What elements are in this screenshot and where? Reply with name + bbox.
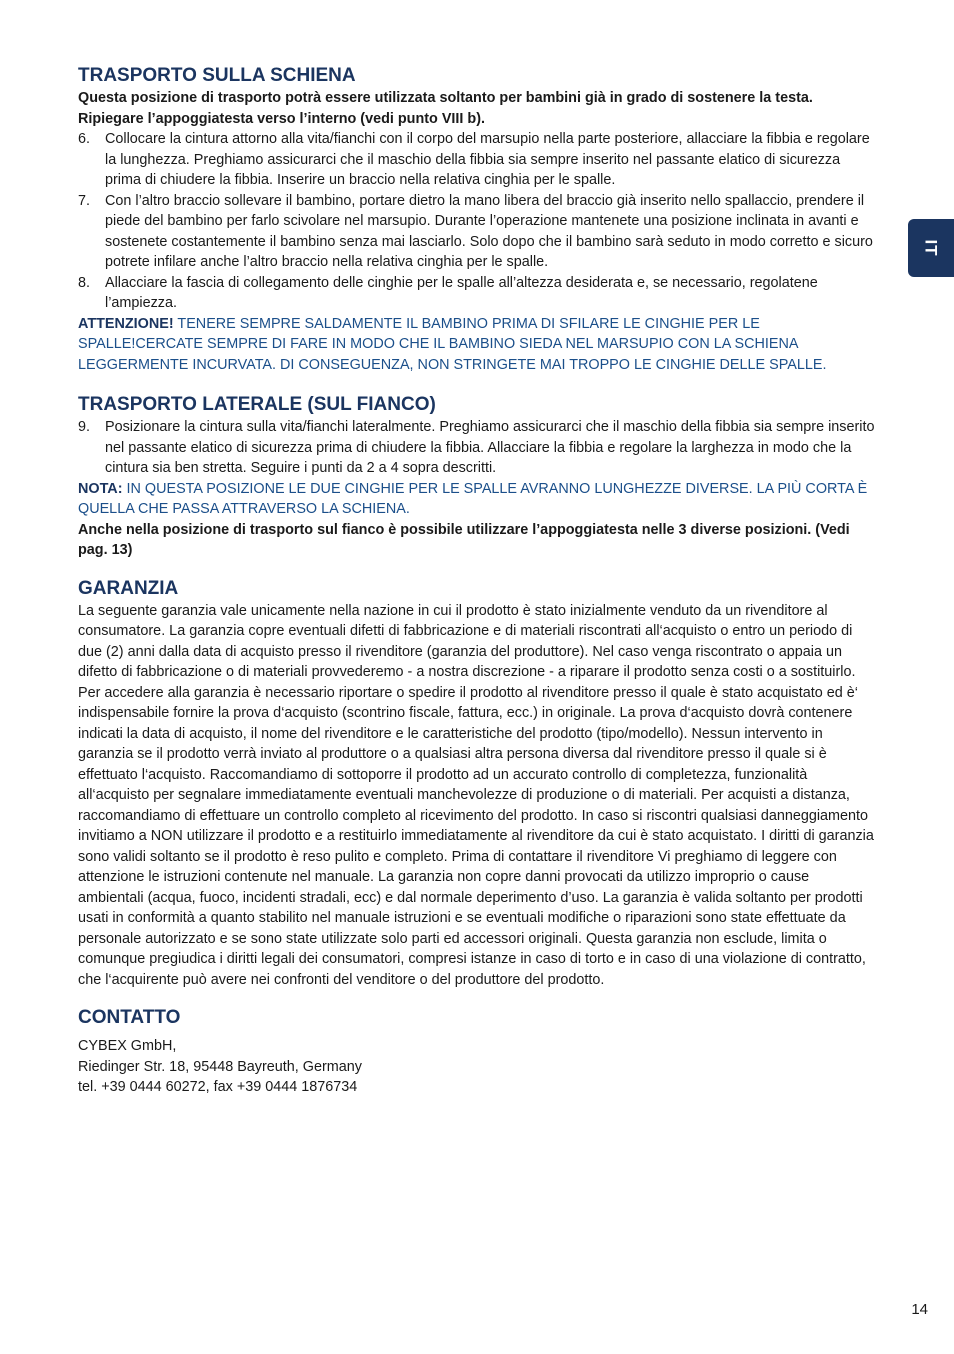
section-title: CONTATTO	[78, 1007, 181, 1028]
list-item	[78, 417, 878, 479]
section-back-carry	[78, 64, 878, 375]
note-text: IN QUESTA POSIZIONE LE DUE CINGHIE PER LE SPALLE AVRANNO LUNGHEZZE DIVERSE. LA PIÙ CORTA È QUELLA CHE PASSA ATTRAVERSO LA SCHIENA.	[78, 480, 868, 517]
list-item-text: Con l’altro braccio sollevare il bambino, portare dietro la mano libera del braccio già inserito nello spallaccio, prendere il piede del bambino per farlo scivolare nel marsupio. Durante l’operazione mantenete una posizione inclinata in avanti e sostenete costantemente il bambino senza mai lasciarlo. Solo dopo che il bambino sarà seduto in modo corretto e sicuro potrete infilare anche l’altro braccio nella relativa cinghia per le spalle.	[105, 192, 873, 270]
page-number: 14	[911, 1301, 928, 1318]
language-tab-label: IT	[921, 239, 941, 257]
instruction-list	[78, 417, 878, 479]
instruction-list	[78, 129, 878, 314]
contact-phone: tel. +39 0444 60272, fax +39 0444 1876734	[78, 1079, 358, 1095]
contact-company: CYBEX GmbH,	[78, 1038, 177, 1054]
page-content	[78, 64, 878, 1098]
warning-lead: ATTENZIONE!	[78, 315, 174, 332]
list-item-number: 7.	[78, 192, 91, 209]
list-item	[78, 273, 878, 314]
list-item-text: Allacciare la fascia di collegamento delle cinghie per le spalle all’altezza desiderata e, se necessario, regolatene l’ampiezza.	[105, 274, 818, 311]
warning-text: TENERE SEMPRE SALDAMENTE IL BAMBINO PRIMA DI SFILARE LE CINGHIE PER LE SPALLE!CERCATE SEMPRE DI FARE IN MODO CHE IL BAMBINO SIEDA NEL MARSUPIO CON LA SCHIENA LEGGERMENTE INCURVATA. DI CONSEGUENZA, NON STRINGETE MAI TROPPO LE CINGHIE DELLE SPALLE.	[78, 315, 827, 373]
list-item-number: 9.	[78, 419, 91, 435]
section-side-carry	[78, 393, 878, 561]
note-lead: NOTA:	[78, 480, 123, 497]
list-item-text: Collocare la cintura attorno alla vita/fianchi con il corpo del marsupio nella parte posteriore, allacciare la fibbia e regolare la lunghezza. Preghiamo assicurarci che il maschio della fibbia sia sempre inserito nel passante elatico di sicurezza prima di chiudere la fibbia. Inserire un braccio nella relativa cinghia per le spalle.	[105, 131, 870, 188]
contact-address: Riedinger Str. 18, 95448 Bayreuth, Germany	[78, 1058, 362, 1075]
warranty-text: La seguente garanzia vale unicamente nella nazione in cui il prodotto è stato inizialmente venduto da un rivenditore al consumatore. La garanzia copre eventuali difetti di fabbricazione e di materiali riscontrati all‘acquisto o entro un periodo di due (2) anni dalla data di acquisto presso il rivenditore (garanzia del produttore). Nel caso venga riscontrato o appaia un difetto di fabbricazione o di materiali provvederemo - a nostra discrezione - a riparare il prodotto senza costi o a sostituirlo. Per accedere alla garanzia è necessario riportare o spedire il prodotto al rivenditore presso il quale è stato acquistato ed è‘ indispensabile fornire la prova d‘acquisto (scontrino fiscale, fattura, ecc.) in originale. La prova d‘acquisto dovrà contenere indicati la data di acquisto, il nome del rivenditore e le caratteristiche del prodotto (tipo/modello). Nessun intervento in garanzia se il prodotto verrà inviato al produttore o a qualsiasi altra persona diversa dal rivenditore presso il quale si è effettuato l‘acquisto. Raccomandiamo di sottoporre il prodotto ad un accurato controllo di completezza, funzionalità all‘acquisto per segnalare immediatamente eventuali manchevolezze di produzione o di materiali. Per acquisti a distanza, raccomandiamo di effettuare un controllo completo al ricevimento del prodotto. In caso si riscontri qualsiasi danneggiamento invitiamo a NON utilizzare il prodotto e a restituirlo immediatamente al rivenditore da cui è stato acquistato. I diritti di garanzia sono validi soltanto se il prodotto è reso pulito e completo. Prima di contattare il rivenditore Vi preghiamo di leggere con attenzione le istruzioni contenute nel manuale. La garanzia non copre danni provocati da utilizzo improprio o cause ambientali (acqua, fuoco, incidenti stradali, ecc) e dal normale deperimento d’uso. La garanzia è valida soltanto per prodotti usati in conformità a quanto stabilito nel manuale istruzioni e se eventuali modifiche o riparazioni sono state effettuate da personale autorizzato e se sono state utilizzate solo parti ed accessori originali. Questa garanzia non esclude, limita o comunque pregiudica i diritti legali dei consumatori, compresi istanze in caso di torto e in caso di una violazione di contratto, che l‘acquirente può avere nei confronti del venditore o del produttore del prodotto.	[78, 602, 874, 988]
list-item-number: 6.	[78, 131, 91, 147]
list-item-number: 8.	[78, 274, 91, 291]
section-intro: Questa posizione di trasporto potrà essere utilizzata soltanto per bambini già in grado di sostenere la testa. Ripiegare l’appoggiatesta verso l’interno (vedi punto VIII b).	[78, 90, 813, 127]
list-item	[78, 129, 878, 191]
list-item	[78, 191, 878, 273]
section-title: TRASPORTO LATERALE (SUL FIANCO)	[78, 394, 436, 415]
section-title: GARANZIA	[78, 577, 179, 599]
list-item-text: Posizionare la cintura sulla vita/fianchi lateralmente. Preghiamo assicurarci che il maschio della fibbia sia sempre inserito nel passante elatico di sicurezza prima di chiudere la fibbia. Allacciare la fibbia e regolare la larghezza in modo che la cintura sia ben stretta. Seguire i punti da 2 a 4 sopra descritti.	[105, 419, 875, 476]
section-title: TRASPORTO SULLA SCHIENA	[78, 65, 356, 86]
language-tab	[908, 219, 954, 277]
section-closing: Anche nella posizione di trasporto sul fianco è possibile utilizzare l’appoggiatesta nelle 3 diverse posizioni. (Vedi pag. 13)	[78, 521, 850, 558]
warning-note	[78, 314, 878, 376]
info-note	[78, 479, 878, 520]
section-contact	[78, 1006, 878, 1098]
section-warranty	[78, 577, 878, 991]
